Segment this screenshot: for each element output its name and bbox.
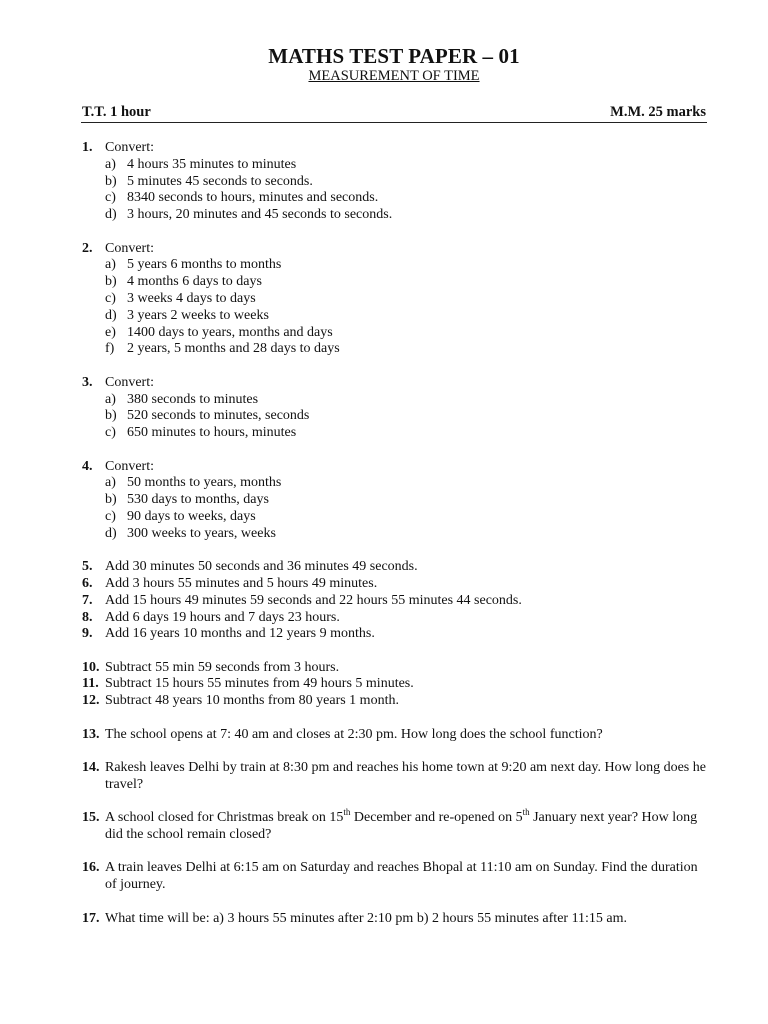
sub-question-text: 3 years 2 weeks to weeks (127, 307, 269, 323)
sub-question-text: 650 minutes to hours, minutes (127, 425, 297, 441)
sub-question (82, 492, 712, 509)
question-group (82, 760, 712, 794)
sub-question-letter: b) (105, 492, 117, 508)
question-group (82, 559, 712, 643)
question (82, 760, 712, 794)
question-group (82, 860, 712, 894)
question-number: 13. (82, 726, 100, 742)
question-group (82, 727, 712, 744)
sub-question-letter: d) (105, 207, 117, 223)
sub-question-text: 530 days to months, days (127, 492, 269, 508)
question-text: Add 15 hours 49 minutes 59 seconds and 22 hours 55 minutes 44 seconds. (105, 592, 522, 608)
question (82, 610, 712, 627)
question-number: 3. (82, 374, 93, 390)
sub-question-text: 380 seconds to minutes (127, 391, 259, 407)
question-text: A train leaves Delhi at 6:15 am on Saturday and reaches Bhopal at 11:10 am on Sunday. Find the duration of journey. (105, 860, 698, 893)
question (82, 660, 712, 677)
question (82, 459, 712, 476)
sub-question-text: 300 weeks to years, weeks (127, 525, 276, 541)
sub-question-letter: a) (105, 391, 116, 407)
question-group (82, 911, 712, 928)
sub-question-text: 1400 days to years, months and days (127, 324, 333, 340)
question-text: Add 16 years 10 months and 12 years 9 months. (105, 626, 375, 642)
sub-question (82, 526, 712, 543)
question-number: 17. (82, 910, 100, 926)
question-number: 10. (82, 659, 100, 675)
sub-question (82, 257, 712, 274)
question-number: 6. (82, 575, 93, 591)
sub-question-text: 5 years 6 months to months (127, 257, 282, 273)
question (82, 140, 712, 157)
sub-question (82, 475, 712, 492)
sub-question-text: 90 days to weeks, days (127, 508, 256, 524)
question-text: Add 30 minutes 50 seconds and 36 minutes 49 seconds. (105, 559, 418, 575)
sub-question (82, 392, 712, 409)
question-group (82, 459, 712, 543)
question-number: 1. (82, 140, 93, 155)
sub-question-letter: d) (105, 307, 117, 323)
question-text: Convert: (105, 240, 154, 256)
sub-question-letter: a) (105, 475, 116, 491)
sub-question-text: 3 hours, 20 minutes and 45 seconds to seconds. (127, 207, 393, 223)
question (82, 693, 712, 710)
question-number: 11. (82, 676, 99, 692)
ordinal-suffix: th (343, 807, 351, 818)
question (82, 860, 712, 894)
question (82, 676, 712, 693)
question-number: 12. (82, 693, 100, 709)
sub-question-letter: d) (105, 525, 117, 541)
sub-question-letter: b) (105, 173, 117, 189)
sub-question-text: 5 minutes 45 seconds to seconds. (127, 173, 313, 189)
question-number: 5. (82, 559, 93, 575)
question (82, 559, 712, 576)
header-divider (81, 122, 707, 123)
question-group (82, 660, 712, 710)
question-text: What time will be: a) 3 hours 55 minutes after 2:10 pm b) 2 hours 55 minutes after 11:15 am. (105, 910, 628, 926)
sub-question-letter: e) (105, 324, 116, 340)
sub-question-text: 4 hours 35 minutes to minutes (127, 156, 297, 172)
sub-question (82, 157, 712, 174)
question-number: 2. (82, 240, 93, 256)
sub-question-letter: f) (105, 341, 115, 357)
question (82, 241, 712, 258)
sub-question-letter: a) (105, 257, 116, 273)
sub-question (82, 274, 712, 291)
question (82, 593, 712, 610)
sub-question-letter: b) (105, 408, 117, 424)
sub-question-text: 8340 seconds to hours, minutes and seconds. (127, 190, 379, 206)
sub-question (82, 291, 712, 308)
sub-question (82, 174, 712, 191)
question (82, 576, 712, 593)
sub-question (82, 207, 712, 224)
question-text: The school opens at 7: 40 am and closes at 2:30 pm. How long does the school function? (105, 726, 603, 742)
sub-question-letter: c) (105, 290, 116, 306)
question-number: 16. (82, 860, 100, 876)
sub-question (82, 408, 712, 425)
question-text: A school closed for Christmas break on 15th December and re-opened on 5th January next year? How long did the school remain closed? (105, 807, 698, 843)
question-group (82, 807, 712, 844)
question (82, 375, 712, 392)
question-list (82, 140, 712, 944)
sub-question (82, 509, 712, 526)
question-number: 7. (82, 592, 93, 608)
question-text: Rakesh leaves Delhi by train at 8:30 pm and reaches his home town at 9:20 am next day. How long does he travel? (105, 760, 706, 792)
sub-question (82, 425, 712, 442)
sub-question-text: 520 seconds to minutes, seconds (127, 408, 310, 424)
sub-question (82, 308, 712, 325)
page-subtitle: MEASUREMENT OF TIME (308, 68, 480, 84)
time-allowed: T.T. 1 hour (82, 104, 151, 120)
question (82, 911, 712, 928)
question-group (82, 375, 712, 442)
question-text: Convert: (105, 374, 154, 390)
question-number: 9. (82, 626, 93, 642)
question-number: 8. (82, 609, 93, 625)
question (82, 626, 712, 643)
sub-question-letter: b) (105, 274, 117, 290)
question-text: Add 6 days 19 hours and 7 days 23 hours. (105, 609, 340, 625)
sub-question (82, 325, 712, 342)
question-text: Subtract 55 min 59 seconds from 3 hours. (105, 659, 340, 675)
question-group (82, 241, 712, 359)
question-text: Convert: (105, 140, 154, 155)
ordinal-suffix: th (522, 807, 530, 818)
question-number: 14. (82, 760, 100, 776)
sub-question-letter: c) (105, 508, 116, 524)
sub-question (82, 341, 712, 358)
question-number: 15. (82, 810, 100, 826)
question-text: Add 3 hours 55 minutes and 5 hours 49 minutes. (105, 575, 378, 591)
sub-question (82, 190, 712, 207)
sub-question-letter: c) (105, 190, 116, 206)
question-text: Subtract 15 hours 55 minutes from 49 hours 5 minutes. (105, 676, 414, 692)
maximum-marks: M.M. 25 marks (610, 104, 706, 120)
page-title: MATHS TEST PAPER – 01 (268, 44, 520, 68)
question-group (82, 140, 712, 224)
sub-question-text: 50 months to years, months (127, 475, 282, 491)
sub-question-text: 4 months 6 days to days (127, 274, 262, 290)
question (82, 807, 712, 844)
sub-question-letter: c) (105, 425, 116, 441)
question-text: Convert: (105, 458, 154, 474)
sub-question-text: 2 years, 5 months and 28 days to days (127, 341, 340, 357)
question-text: Subtract 48 years 10 months from 80 years 1 month. (105, 693, 399, 709)
question-number: 4. (82, 458, 93, 474)
question (82, 727, 712, 744)
sub-question-letter: a) (105, 156, 116, 172)
sub-question-text: 3 weeks 4 days to days (127, 290, 256, 306)
